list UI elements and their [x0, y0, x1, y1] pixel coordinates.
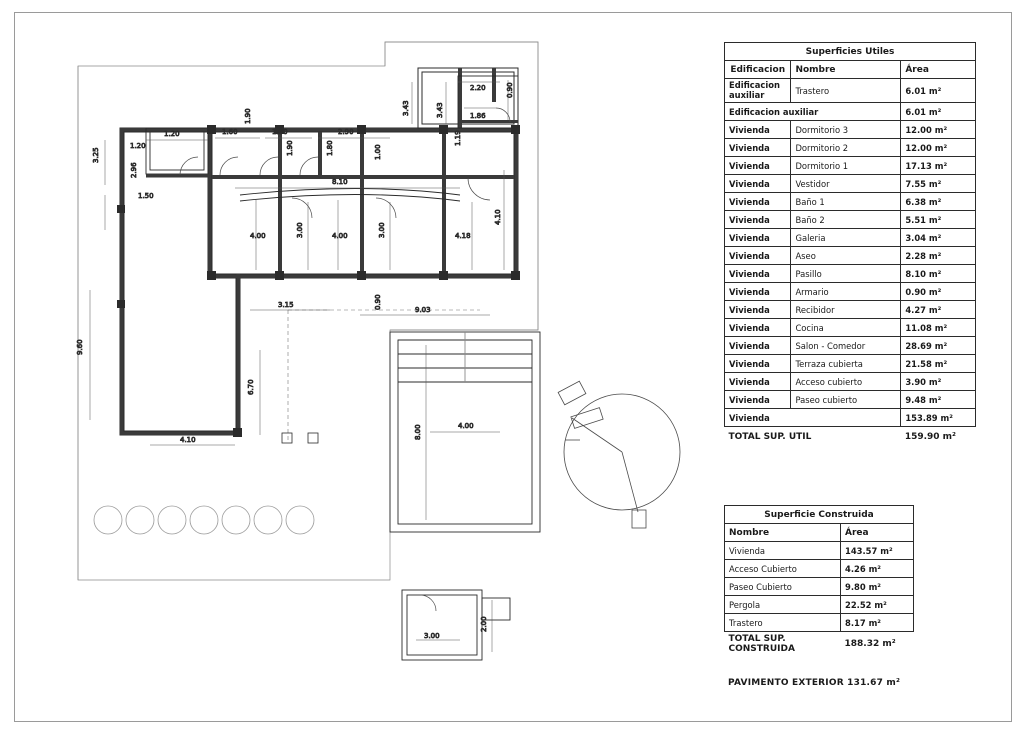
cell-nombre: Acceso Cubierto [725, 560, 841, 578]
cell-edificacion: Vivienda [725, 229, 791, 247]
cell-area: 6.01 m² [901, 79, 976, 103]
table-title: Superficie Construida [725, 506, 914, 524]
cell-nombre: Armario [791, 283, 901, 301]
table-row [725, 614, 914, 632]
cell-edificacion: Vivienda [725, 373, 791, 391]
svg-text:4.00: 4.00 [458, 422, 474, 430]
svg-text:3.15: 3.15 [278, 301, 294, 309]
svg-text:2.90: 2.90 [338, 128, 354, 136]
cell-subtotal-label: Vivienda [725, 409, 901, 427]
cell-area: 4.27 m² [901, 301, 976, 319]
cell-edificacion: Vivienda [725, 139, 791, 157]
svg-text:2.20: 2.20 [470, 84, 486, 92]
cell-edificacion: Vivienda [725, 337, 791, 355]
table-row [725, 301, 976, 319]
cell-nombre: Pergola [725, 596, 841, 614]
svg-text:9.60: 9.60 [76, 339, 84, 355]
table-subtotal-row [725, 409, 976, 427]
cell-edificacion: Vivienda [725, 319, 791, 337]
cell-area: 21.58 m² [901, 355, 976, 373]
table-row [725, 578, 914, 596]
table-row [725, 283, 976, 301]
svg-text:2.96: 2.96 [130, 162, 138, 178]
table-total-row [725, 632, 914, 657]
cell-area: 3.04 m² [901, 229, 976, 247]
svg-text:8.00: 8.00 [414, 424, 422, 440]
tree-row [94, 506, 314, 534]
svg-text:1.19: 1.19 [454, 130, 462, 146]
table-superficies-utiles [724, 42, 976, 445]
svg-text:1.50: 1.50 [138, 192, 154, 200]
svg-text:6.70: 6.70 [247, 379, 255, 395]
cell-area: 4.26 m² [841, 560, 914, 578]
cell-nombre: Acceso cubierto [791, 373, 901, 391]
table-row [725, 355, 976, 373]
cell-edificacion: Vivienda [725, 157, 791, 175]
cell-area: 8.17 m² [841, 614, 914, 632]
total-label: TOTAL SUP. CONSTRUIDA [728, 634, 795, 654]
cell-subtotal-label: Edificacion auxiliar [725, 103, 901, 121]
cell-nombre: Terraza cubierta [791, 355, 901, 373]
svg-text:4.10: 4.10 [494, 209, 502, 225]
cell-area: 143.57 m² [841, 542, 914, 560]
svg-text:1.80: 1.80 [326, 140, 334, 156]
table-title-row [725, 506, 914, 524]
cell-nombre: Paseo cubierto [791, 391, 901, 409]
table-superficie-construida [724, 505, 914, 656]
svg-text:1.60: 1.60 [222, 128, 238, 136]
cell-area: 28.69 m² [901, 337, 976, 355]
plan-svg [60, 20, 720, 710]
cell-area: 9.80 m² [841, 578, 914, 596]
cell-nombre: Dormitorio 2 [791, 139, 901, 157]
total-label: TOTAL SUP. UTIL [728, 431, 812, 442]
cell-edificacion: Vivienda [725, 265, 791, 283]
svg-text:1.86: 1.86 [470, 112, 486, 120]
cell-area: 17.13 m² [901, 157, 976, 175]
table-row [725, 373, 976, 391]
table-row [725, 193, 976, 211]
table-row [725, 175, 976, 193]
header-edificacion: Edificacion [725, 61, 791, 79]
svg-text:3.00: 3.00 [378, 222, 386, 238]
cell-nombre: Trastero [725, 614, 841, 632]
svg-text:1.20: 1.20 [164, 130, 180, 138]
cell-nombre: Paseo Cubierto [725, 578, 841, 596]
table-subtotal-row [725, 103, 976, 121]
header-area: Área [901, 61, 976, 79]
table-row [725, 560, 914, 578]
table-row [725, 265, 976, 283]
cell-nombre: Vestidor [791, 175, 901, 193]
svg-text:4.00: 4.00 [250, 232, 266, 240]
north-symbol [558, 381, 680, 528]
cell-nombre: Pasillo [791, 265, 901, 283]
cell-nombre: Salon - Comedor [791, 337, 901, 355]
header-nombre: Nombre [725, 524, 841, 542]
floor-plan-drawing [60, 20, 720, 710]
svg-text:3.25: 3.25 [92, 147, 100, 163]
cell-nombre: Dormitorio 1 [791, 157, 901, 175]
cell-area: 22.52 m² [841, 596, 914, 614]
cell-area: 7.55 m² [901, 175, 976, 193]
table-row [725, 211, 976, 229]
total-value: 188.32 m² [844, 639, 896, 649]
table-row [725, 319, 976, 337]
cell-subtotal-area: 6.01 m² [901, 103, 976, 121]
table-row [725, 79, 976, 103]
header-nombre: Nombre [791, 61, 901, 79]
svg-text:4.18: 4.18 [455, 232, 471, 240]
svg-text:2.00: 2.00 [480, 616, 488, 632]
svg-text:3.43: 3.43 [402, 100, 410, 116]
cell-edificacion: Vivienda [725, 283, 791, 301]
cell-edificacion: Vivienda [725, 211, 791, 229]
table-row [725, 337, 976, 355]
cell-area: 12.00 m² [901, 139, 976, 157]
cell-edificacion: Vivienda [725, 175, 791, 193]
svg-text:9.03: 9.03 [415, 306, 431, 314]
table-row [725, 542, 914, 560]
svg-text:0.90: 0.90 [374, 294, 382, 310]
cell-nombre: Aseo [791, 247, 901, 265]
svg-text:1.00: 1.00 [374, 144, 382, 160]
cell-nombre: Dormitorio 3 [791, 121, 901, 139]
cell-nombre: Recibidor [791, 301, 901, 319]
cell-edificacion: Vivienda [725, 391, 791, 409]
cell-nombre: Vivienda [725, 542, 841, 560]
svg-text:3.00: 3.00 [296, 222, 304, 238]
cell-edificacion: Vivienda [725, 121, 791, 139]
cell-area: 0.90 m² [901, 283, 976, 301]
cell-area: 3.90 m² [901, 373, 976, 391]
svg-text:3.00: 3.00 [424, 632, 440, 640]
cell-area: 5.51 m² [901, 211, 976, 229]
table-row [725, 247, 976, 265]
cell-nombre: Galeria [791, 229, 901, 247]
cell-nombre: Baño 2 [791, 211, 901, 229]
svg-text:0.90: 0.90 [506, 82, 514, 98]
header-area: Área [841, 524, 914, 542]
svg-text:1.90: 1.90 [244, 108, 252, 124]
table-total-row [725, 427, 976, 446]
cell-area: 9.48 m² [901, 391, 976, 409]
svg-text:1.60: 1.60 [272, 128, 288, 136]
table-row [725, 229, 976, 247]
cell-edificacion: Vivienda [725, 301, 791, 319]
table-row [725, 157, 976, 175]
total-value: 159.90 m² [904, 431, 956, 442]
svg-text:1.20: 1.20 [130, 142, 146, 150]
cell-edificacion: Vivienda [725, 247, 791, 265]
table-header-row [725, 61, 976, 79]
cell-area: 2.28 m² [901, 247, 976, 265]
svg-text:8.10: 8.10 [332, 178, 348, 186]
svg-text:1.90: 1.90 [286, 140, 294, 156]
table-header-row [725, 524, 914, 542]
cell-area: 12.00 m² [901, 121, 976, 139]
cell-edificacion: Edificacion auxiliar [725, 79, 791, 103]
cell-nombre: Trastero [791, 79, 901, 103]
table-title-row [725, 43, 976, 61]
svg-text:3.43: 3.43 [436, 102, 444, 118]
cell-nombre: Cocina [791, 319, 901, 337]
pavimento-exterior-label: PAVIMENTO EXTERIOR 131.67 m² [728, 678, 901, 688]
svg-text:4.10: 4.10 [180, 436, 196, 444]
table-title: Superficies Utiles [725, 43, 976, 61]
cell-nombre: Baño 1 [791, 193, 901, 211]
cell-subtotal-area: 153.89 m² [901, 409, 976, 427]
table-row [725, 139, 976, 157]
svg-text:4.00: 4.00 [332, 232, 348, 240]
cell-area: 11.08 m² [901, 319, 976, 337]
cell-edificacion: Vivienda [725, 193, 791, 211]
table-row [725, 121, 976, 139]
table-row [725, 391, 976, 409]
table-row [725, 596, 914, 614]
cell-edificacion: Vivienda [725, 355, 791, 373]
cell-area: 8.10 m² [901, 265, 976, 283]
cell-area: 6.38 m² [901, 193, 976, 211]
